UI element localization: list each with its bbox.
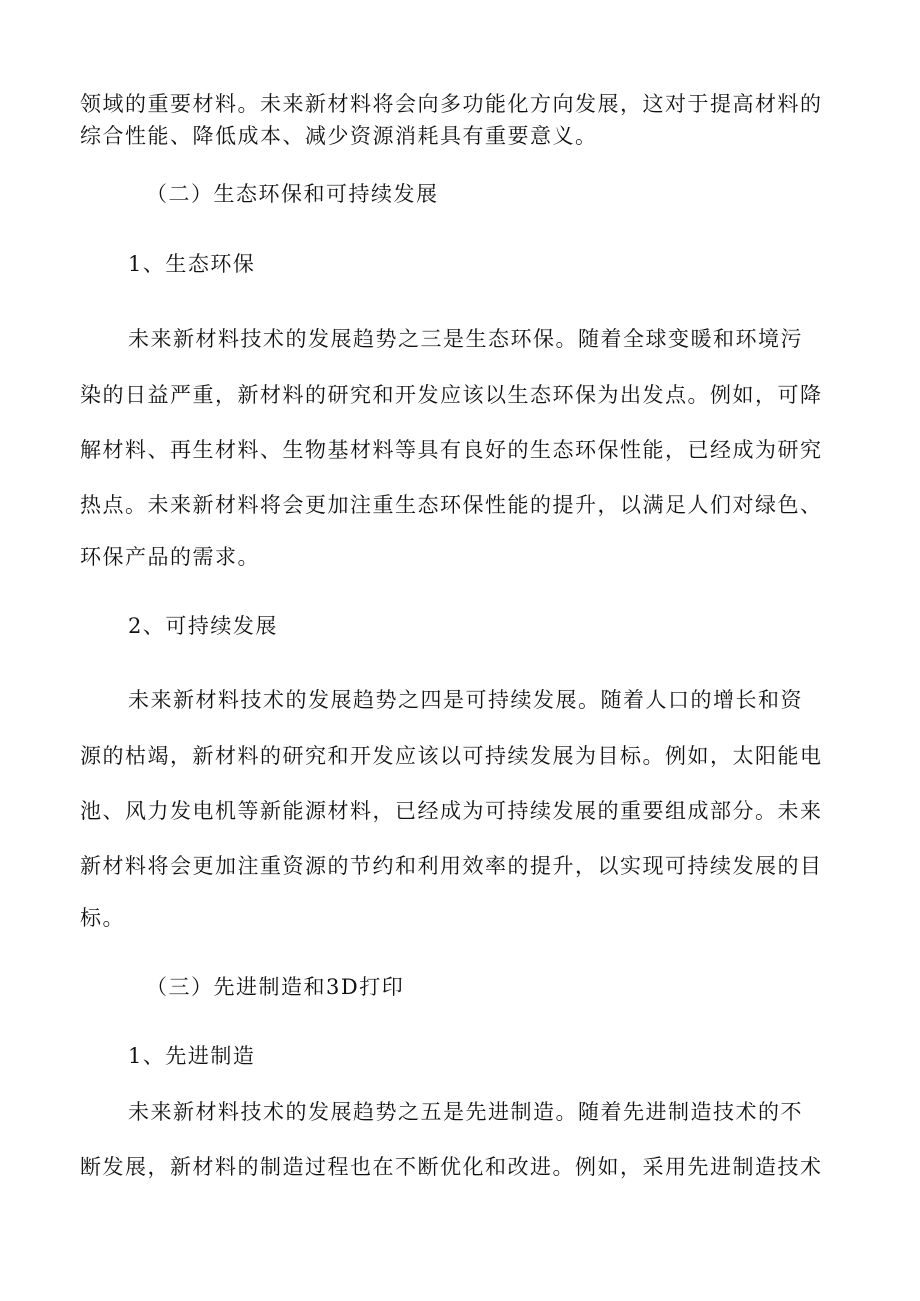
paragraph-line: 环保产品的需求。	[80, 545, 260, 569]
paragraph-line: 源的枯竭，新材料的研究和开发应该以可持续发展为目标。例如，太阳能电	[80, 744, 823, 768]
paragraph-line: 未来新材料技术的发展趋势之四是可持续发展。随着人口的增长和资	[128, 688, 803, 712]
paragraph-line: 池、风力发电机等新能源材料，已经成为可持续发展的重要组成部分。未来	[80, 799, 823, 823]
subsection-heading: 1、生态环保	[128, 252, 256, 276]
paragraph-line: 综合性能、降低成本、减少资源消耗具有重要意义。	[80, 124, 598, 148]
paragraph-line: 标。	[80, 906, 125, 930]
paragraph-line: 断发展，新材料的制造过程也在不断优化和改进。例如，采用先进制造技术	[80, 1155, 823, 1179]
subsection-heading: 1、先进制造	[128, 1044, 256, 1068]
subsection-heading: 2、可持续发展	[128, 614, 278, 638]
paragraph-line: 染的日益严重，新材料的研究和开发应该以生态环保为出发点。例如，可降	[80, 383, 823, 407]
paragraph-line: 解材料、再生材料、生物基材料等具有良好的生态环保性能，已经成为研究	[80, 438, 823, 462]
section-heading: （三）先进制造和3D打印	[146, 975, 405, 999]
section-heading: （二）生态环保和可持续发展	[146, 182, 439, 206]
paragraph-line: 未来新材料技术的发展趋势之五是先进制造。随着先进制造技术的不	[128, 1100, 803, 1124]
paragraph-line: 热点。未来新材料将会更加注重生态环保性能的提升，以满足人们对绿色、	[80, 493, 823, 517]
paragraph-line: 未来新材料技术的发展趋势之三是生态环保。随着全球变暖和环境污	[128, 327, 803, 351]
paragraph-line: 新材料将会更加注重资源的节约和利用效率的提升，以实现可持续发展的目	[80, 854, 823, 878]
paragraph-line: 领域的重要材料。未来新材料将会向多功能化方向发展，这对于提高材料的	[80, 92, 823, 116]
